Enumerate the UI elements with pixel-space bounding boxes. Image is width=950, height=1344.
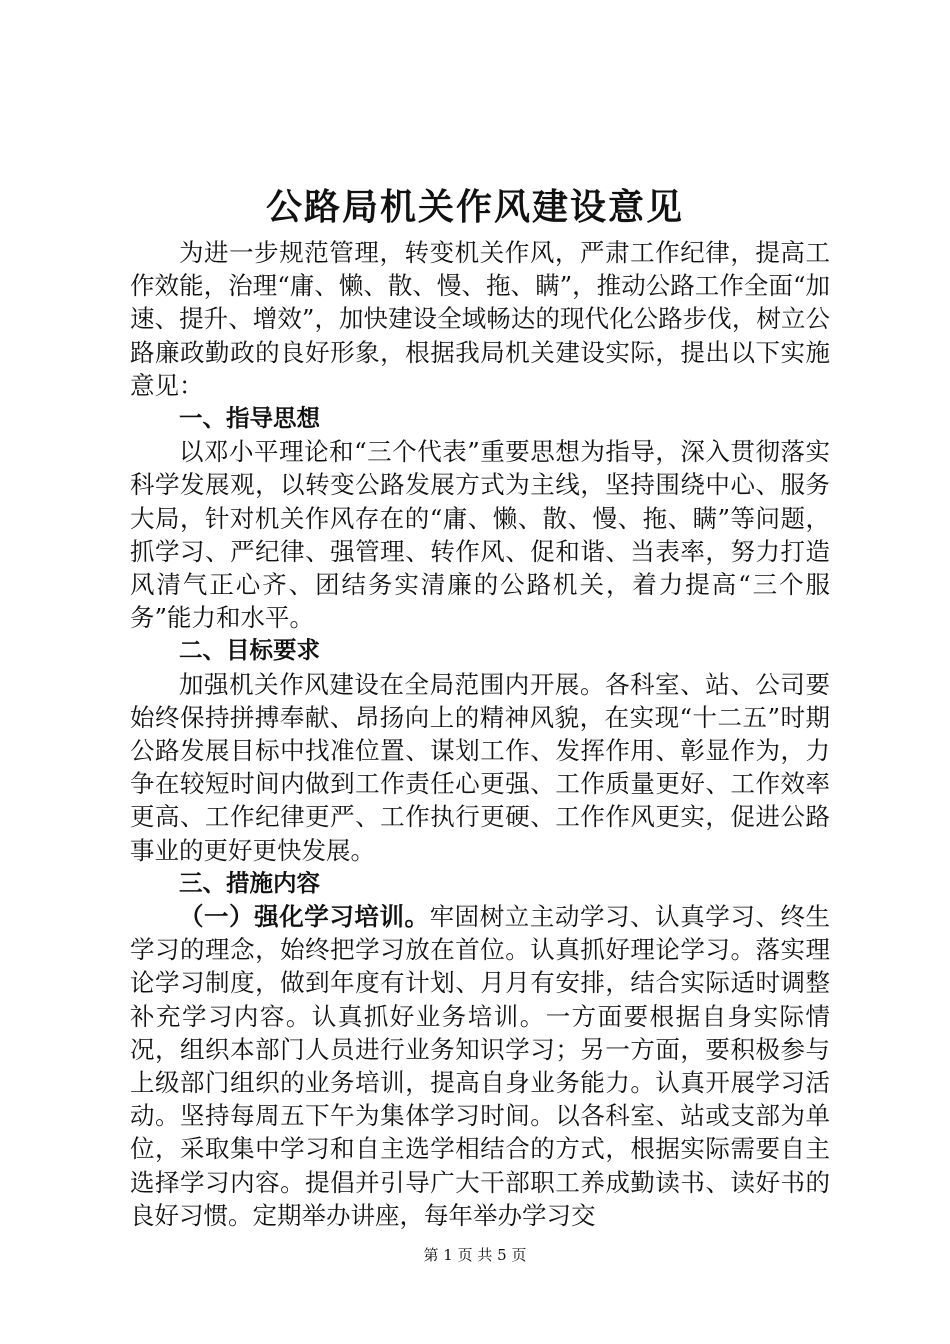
section-heading-goals: 二、目标要求 [179,636,320,665]
section-heading-measures: 三、措施内容 [179,868,320,897]
document-title: 公路局机关作风建设意见 [265,186,684,228]
section-text-guiding-ideology: 以邓小平理论和“三个代表”重要思想为指导，深入贯彻落实科学发展观，以转变公路发展方式为主线，坚持围绕中心、服务大局，针对机关作风存在的“庸、懒、散、慢、拖、瞒”等问题，抓学习、严纪律、强管理、转作风、促和谐、当表率，努力打造风清气正心齐、团结务实清廉的公路机关，着力提高“三个服务”能力和水平。 [130,437,830,633]
section-paragraph-measures [130,900,830,1232]
document-body [130,236,830,1232]
page-footer: 第 1 页 共 5 页 [423,1246,527,1264]
subsection-lead-study-training: （一）强化学习培训。 [179,902,430,932]
section-text-measures: 牢固树立主动学习、认真学习、终生学习的理念，始终把学习放在首位。认真抓好理论学习。落实理论学习制度，做到年度有计划、月月有安排，结合实际适时调整补充学习内容。认真抓好业务培训。一方面要根据自身实际情况，组织本部门人员进行业务知识学习；另一方面，要积极参与上级部门组织的业务培训，提高自身业务能力。认真开展学习活动。坚持每周五下午为集体学习时间。以各科室、站或支部为单位，采取集中学习和自主选学相结合的方式，根据实际需要自主选择学习内容。提倡并引导广大干部职工养成勤读书、读好书的良好习惯。定期举办讲座，每年举办学习交 [130,902,831,1230]
section-text-goals: 加强机关作风建设在全局范围内开展。各科室、站、公司要始终保持拼搏奉献、昂扬向上的精神风貌，在实现“十二五”时期公路发展目标中找准位置、谋划工作、发挥作用、彰显作为，力争在较短时间内做到工作责任心更强、工作质量更好、工作效率更高、工作纪律更严、工作执行更硬、工作作风更实，促进公路事业的更好更快发展。 [130,669,830,865]
intro-paragraph: 为进一步规范管理，转变机关作风，严肃工作纪律，提高工作效能，治理“庸、懒、散、慢、拖、瞒”，推动公路工作全面“加速、提升、增效”，加快建设全域畅达的现代化公路步伐，树立公路廉政勤政的良好形象，根据我局机关建设实际，提出以下实施意见： [130,238,830,400]
section-heading-guiding-ideology: 一、指导思想 [179,404,320,433]
